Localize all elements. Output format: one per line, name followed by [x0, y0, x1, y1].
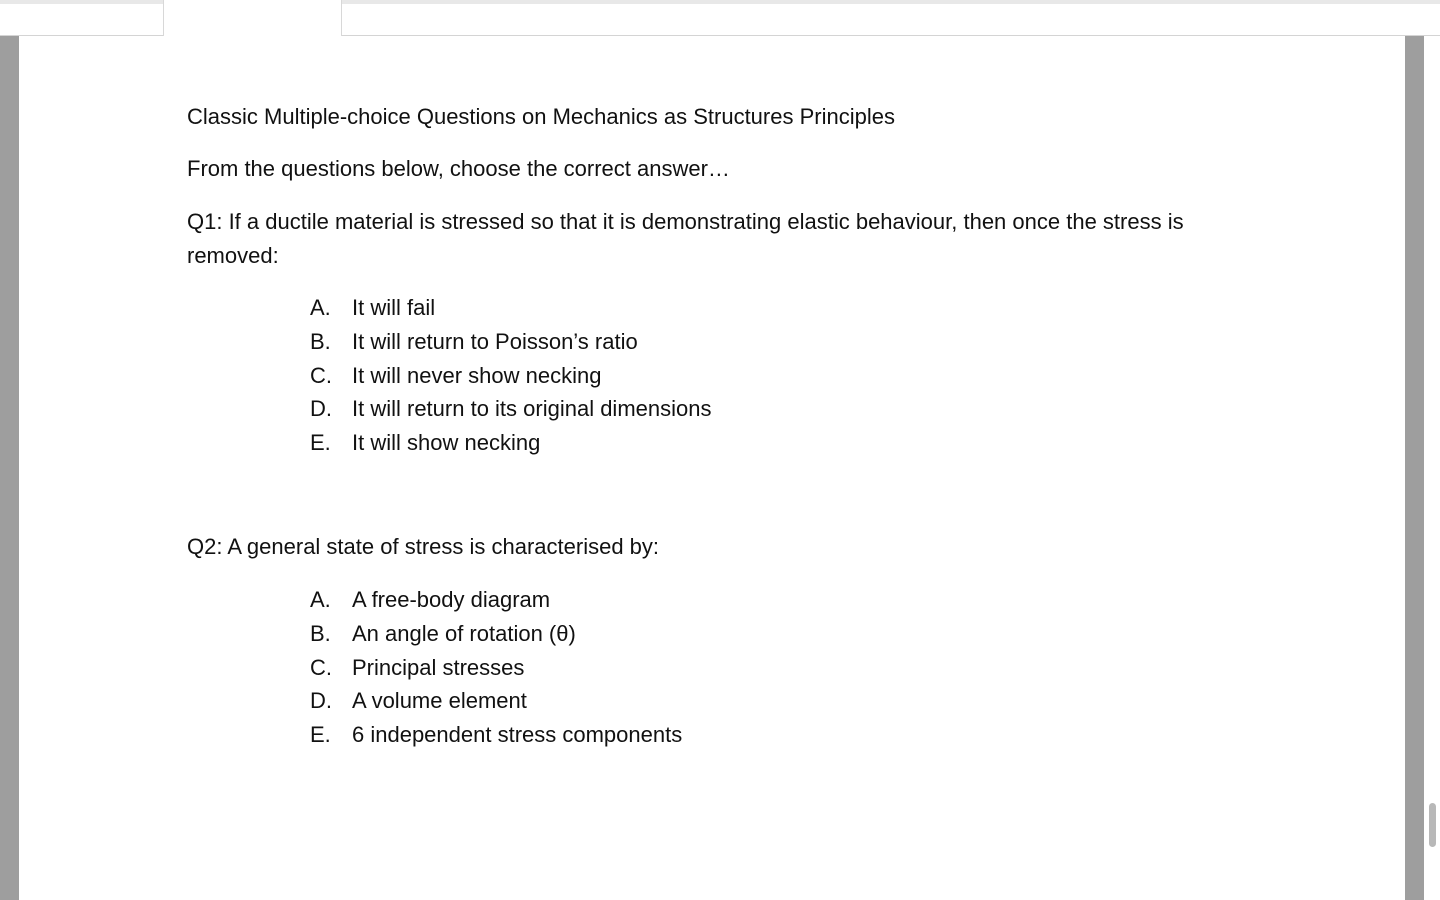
vertical-scrollbar[interactable]	[1424, 36, 1440, 900]
option-letter: C.	[310, 362, 332, 388]
document-title: Classic Multiple-choice Questions on Mechanics as Structures Principles	[187, 104, 895, 129]
option-text: It will return to Poisson’s ratio	[352, 328, 638, 354]
option-letter: C.	[310, 654, 332, 680]
option-text: It will fail	[352, 295, 436, 320]
question-1-text: Q1: If a ductile material is stressed so that it is demonstrating elastic behaviour, then once the stress is removed:	[187, 209, 1184, 268]
right-gutter	[1405, 36, 1424, 900]
top-toolbar	[0, 0, 1440, 36]
document-tab[interactable]	[163, 0, 342, 36]
option-text: It will return to its original dimensions	[352, 396, 712, 422]
option-text: It will show necking	[352, 430, 541, 456]
option-text: Principal stresses	[352, 654, 525, 680]
option-text: 6 independent stress components	[352, 722, 683, 748]
option-text: A free-body diagram	[352, 587, 551, 612]
option-letter: E.	[310, 430, 331, 456]
option-letter: E.	[310, 722, 331, 748]
option-letter: A.	[310, 295, 331, 320]
left-gutter	[0, 36, 19, 900]
option-text: A volume element	[352, 688, 527, 714]
option-letter: B.	[310, 620, 331, 646]
option-letter: A.	[310, 587, 331, 612]
option-letter: D.	[310, 688, 332, 714]
instruction-text: From the questions below, choose the correct answer…	[187, 156, 730, 181]
question-2-text: Q2: A general state of stress is characterised by:	[187, 534, 660, 559]
option-letter: D.	[310, 396, 332, 422]
option-letter: B.	[310, 328, 331, 354]
scrollbar-thumb[interactable]	[1429, 803, 1436, 847]
option-text: It will never show necking	[352, 362, 602, 388]
option-text: An angle of rotation (θ)	[352, 620, 576, 646]
